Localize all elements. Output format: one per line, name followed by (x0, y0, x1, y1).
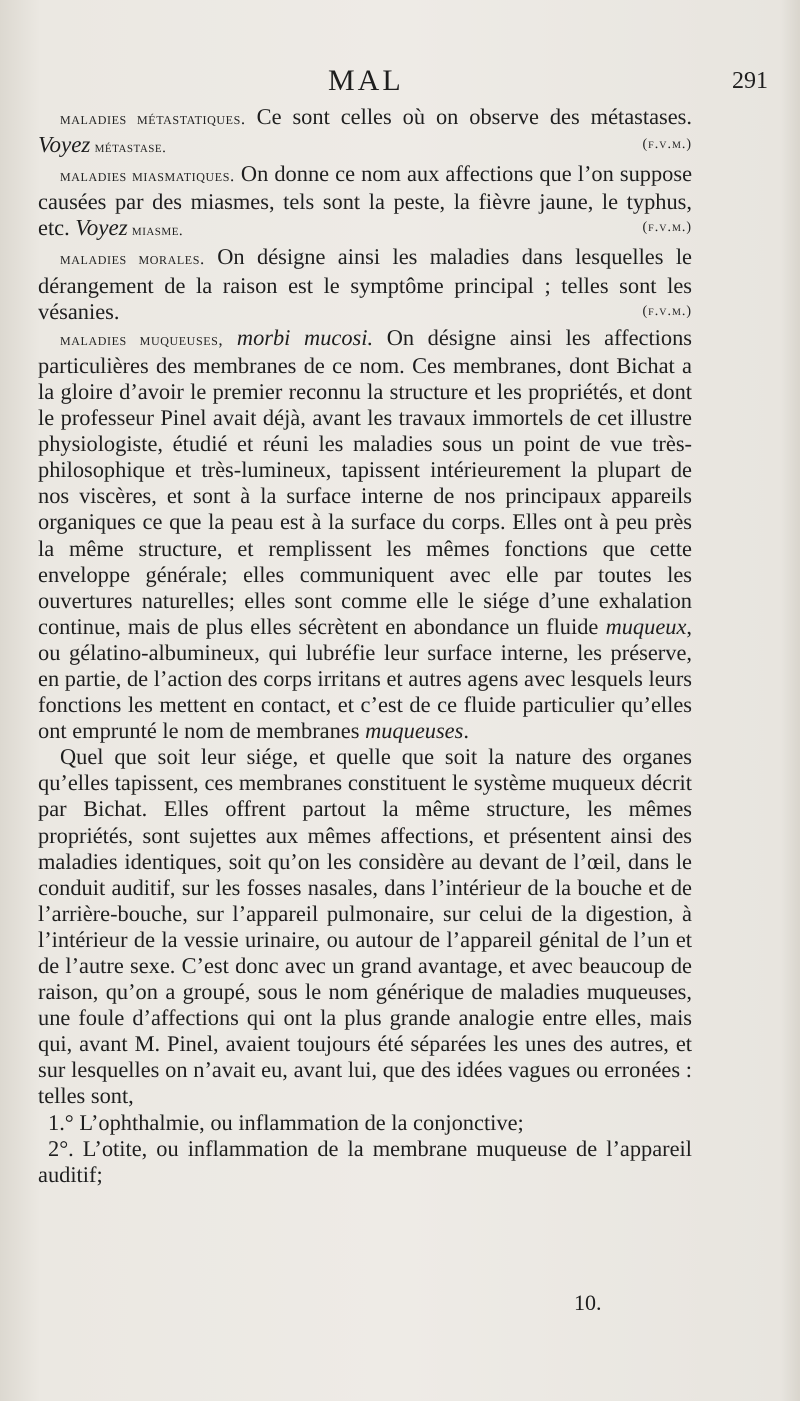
entry-maladies-miasmatiques (38, 161, 692, 244)
page-header (0, 64, 800, 104)
cross-reference: Voyez (75, 215, 128, 241)
signature-mark: 10. (574, 1290, 602, 1315)
running-head: MAL (328, 64, 404, 97)
entry-maladies-muqueuses (38, 325, 692, 745)
entry-term: maladies métastatiques. (60, 109, 246, 128)
author-signature: (f.v.m.) (642, 303, 692, 319)
entry-maladies-morales (38, 244, 692, 324)
author-signature: (f.v.m.) (642, 220, 692, 236)
cross-reference-term: miasme. (127, 223, 184, 240)
author-signature: (f.v.m.) (642, 137, 692, 153)
entry-text: On donne ce nom aux affections que l’on suppose causées par des miasmes, tels sont la peste, la fièvre jaune, le typhus, etc. (38, 161, 693, 241)
entry-text: On désigne ainsi les maladies dans lesquelles le dérangement de la raison est le symptôme principal ; telles sont les vésanies. (38, 244, 692, 324)
entry-text: On désigne ainsi les affections particulières des membranes de ce nom. Ces membranes, dont Bichat a la gloire d’avoir le premier reconnu la structure et les propriétés, et dont le professeur Pinel avait déjà, avant les travaux immortels de cet illustre physiologiste, étudié et réuni les maladies sous un point de vue très-philosophique et très-lumineux, tapissent intérieurement la plupart de nos viscères, et sont à la surface interne de nos principaux appareils organiques ce que la peau est à la surface du corps. Elles ont à peu près la même structure, et remplissent les mêmes fonctions que cette enveloppe générale; elles communiquent avec elle par toutes les ouvertures naturelles; elles sont comme elle le siége d’une exhalation continue, mais de plus elles sécrètent en abondance un fluide (38, 324, 692, 639)
entry-maladies-metastatiques (38, 104, 692, 161)
dictionary-text (38, 104, 692, 1188)
list-item: 1.° L’ophthalmie, ou inflammation de la conjonctive; (48, 1109, 524, 1135)
entry-term: maladies muqueuses, (60, 329, 224, 349)
list-item: 2°. L’otite, ou inflammation de la membrane muqueuse de l’appareil auditif; (38, 1135, 692, 1187)
cross-reference-term: métastase. (90, 140, 167, 157)
entry-term: maladies miasmatiques. (60, 166, 235, 186)
latin-term: morbi mucosi. (223, 324, 374, 350)
page-number: 291 (732, 68, 768, 94)
entry-term: maladies morales. (60, 249, 205, 269)
entry-text: Ce sont celles où on observe des métastases. (245, 104, 692, 129)
italic-word: muqueux (605, 613, 687, 639)
paragraph: Quel que soit leur siége, et quelle que soit la nature des organes qu’elles tapissent, ces membranes constituent le système muqueux décrit par Bichat. Elles offrent partout la même structure, les mêmes propriétés, sont sujettes aux mêmes affections, et présentent ainsi des maladies identiques, soit qu’on les considère au devant de l’œil, dans le conduit auditif, sur les fosses nasales, dans l’intérieur de la bouche et de l’arrière-bouche, sur l’appareil pulmonaire, sur celui de la digestion, à l’intérieur de la vessie urinaire, ou autour de l’appareil génital de l’un et de l’autre sexe. C’est donc avec un grand avantage, et avec beaucoup de raison, qu’on a groupé, sous le nom générique de maladies muqueuses, une foule d’affections qui ont la plus grande analogie entre elles, mais qui, avant M. Pinel, avaient toujours été séparées les unes des autres, et sur lesquelles on n’avait eu, avant lui, que des idées vagues ou erronées : telles sont, (38, 744, 692, 1109)
entry-text-end: . (463, 718, 469, 744)
cross-reference: Voyez (38, 132, 91, 158)
entry-text-continued: , ou gélatino-albumineux, qui lubréfie leur surface interne, les préserve, en partie, de l’action des corps irritans et autres agens avec lesquels leurs fonctions les mettent en contact, et c’est de ce fluide particulier qu’elles ont emprunté le nom de membranes (38, 613, 692, 744)
italic-word: muqueuses (365, 718, 464, 744)
